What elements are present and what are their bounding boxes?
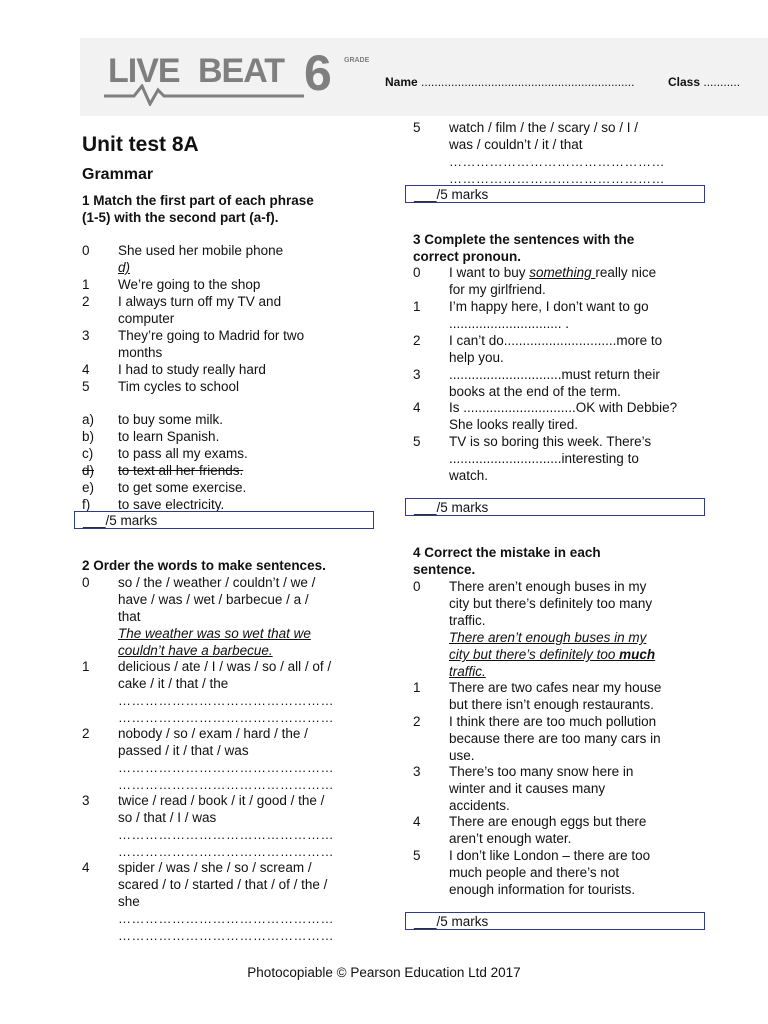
- ex3-marks-box[interactable]: ___/5 marks: [405, 498, 705, 516]
- page-title: Unit test 8A: [82, 133, 199, 156]
- ex3-item-text: [449, 433, 651, 484]
- pronoun-blank[interactable]: ..............................: [503, 333, 617, 348]
- ex3-item-num: 5: [413, 434, 421, 449]
- ex1-option-letter: a): [82, 412, 95, 427]
- text-line: nobody / so / exam / hard / the /: [118, 726, 308, 741]
- ex1-item-num: 3: [82, 328, 90, 343]
- ex1-item-text: She used her mobile phone: [118, 243, 284, 258]
- name-field: [385, 75, 634, 89]
- text-line: There are enough eggs but there: [449, 814, 647, 829]
- ex1-option-letter: e): [82, 480, 95, 495]
- ex1-example-answer: d): [118, 260, 131, 275]
- example-answer-line: traffic.: [449, 664, 486, 679]
- ex1-instruction: [82, 192, 314, 226]
- heartbeat-wave-icon: [104, 84, 304, 106]
- ex1-item-text: We’re going to the shop: [118, 277, 261, 292]
- answer-line[interactable]: …………………………………………: [118, 911, 334, 926]
- text-segment: .: [561, 316, 570, 331]
- ex1-option-text: to learn Spanish.: [118, 429, 220, 444]
- text-line: for my girlfriend.: [449, 282, 546, 297]
- ex1-option-text: to save electricity.: [118, 497, 225, 512]
- pronoun-blank[interactable]: ..............................: [449, 451, 562, 466]
- text-line: TV is so boring this week. There’s: [449, 434, 652, 449]
- ex1-item-num: 2: [82, 294, 90, 309]
- example-answer: something: [529, 265, 596, 280]
- ex4-item-text: [449, 847, 650, 898]
- name-blank: ................................................................: [421, 75, 635, 89]
- text-segment: OK with Debbie?: [575, 400, 678, 415]
- ex2-item-text: [118, 725, 308, 759]
- text-line: [449, 450, 651, 467]
- text-line: They’re going to Madrid for two: [118, 328, 305, 343]
- text-line: There aren’t enough buses in my: [449, 579, 647, 594]
- correction-word: much: [619, 647, 656, 662]
- ex1-option-text: to pass all my exams.: [118, 446, 248, 461]
- text-segment: more to: [616, 333, 663, 348]
- text-line: months: [118, 345, 163, 360]
- ex4-item-text: [449, 813, 646, 847]
- ex2-item-num: 2: [82, 726, 90, 741]
- class-blank: ...........: [703, 75, 741, 89]
- text-segment: city but there’s definitely too: [449, 647, 620, 662]
- ex3-item-text: [449, 399, 677, 433]
- ex2-item-num: 4: [82, 860, 90, 875]
- ex2-item-text: [449, 119, 638, 153]
- ex4-marks-box[interactable]: ___/5 marks: [405, 912, 705, 930]
- text-line: delicious / ate / I / was / so / all / of /: [118, 659, 332, 674]
- text-line: that: [118, 609, 141, 624]
- text-line: spider / was / she / so / scream /: [118, 860, 312, 875]
- text-line: use.: [449, 748, 475, 763]
- ex3-item-text: [449, 298, 649, 332]
- text-line: help you.: [449, 350, 504, 365]
- logo-live-text: LIVE: [108, 52, 180, 90]
- ex4-instruction-line: 4 Correct the mistake in each: [413, 545, 601, 560]
- copyright-footer: Photocopiable © Pearson Education Ltd 2017: [247, 965, 521, 980]
- answer-line[interactable]: …………………………………………: [118, 693, 334, 708]
- answer-line[interactable]: …………………………………………: [449, 171, 665, 186]
- ex2-item-text: [118, 859, 327, 910]
- logo-beat-text: BEAT: [198, 52, 285, 90]
- text-segment: Is: [449, 400, 464, 415]
- ex2-item-num: 5: [413, 120, 421, 135]
- ex4-item-num: 2: [413, 714, 421, 729]
- text-line: books at the end of the term.: [449, 384, 621, 399]
- ex1-item-text: [118, 327, 304, 361]
- text-line: I think there are too much pollution: [449, 714, 657, 729]
- text-line: There are two cafes near my house: [449, 680, 662, 695]
- ex4-item-text: [449, 679, 661, 713]
- ex3-instruction: [413, 231, 634, 265]
- text-line: scared / to / started / that / of / the /: [118, 877, 328, 892]
- ex3-item-num: 2: [413, 333, 421, 348]
- ex4-item-text: [449, 713, 661, 764]
- text-line: cake / it / that / the: [118, 676, 229, 691]
- example-answer-line: There aren’t enough buses in my: [449, 630, 647, 645]
- ex2-item-text: [118, 792, 324, 826]
- text-line: she: [118, 894, 140, 909]
- class-field: [668, 75, 740, 89]
- answer-line[interactable]: …………………………………………: [118, 760, 334, 775]
- ex4-item-text: [449, 763, 633, 814]
- text-segment: I can’t do: [449, 333, 504, 348]
- ex1-option-letter: c): [82, 446, 94, 461]
- class-label: Class: [668, 75, 701, 89]
- ex3-item-num: 4: [413, 400, 421, 415]
- ex3-instruction-line: correct pronoun.: [413, 249, 522, 264]
- text-line: I don’t like London – there are too: [449, 848, 651, 863]
- ex4-item-num: 3: [413, 764, 421, 779]
- text-line: I’m happy here, I don’t want to go: [449, 299, 649, 314]
- ex1-option-text-crossed: to text all her friends.: [118, 463, 244, 478]
- text-line: watch.: [449, 468, 489, 483]
- ex3-item-num: 3: [413, 367, 421, 382]
- text-line: computer: [118, 311, 175, 326]
- text-line: accidents.: [449, 798, 510, 813]
- text-line: traffic.: [449, 613, 486, 628]
- ex2-item-text: [118, 658, 331, 692]
- text-line: so / the / weather / couldn’t / we /: [118, 575, 316, 590]
- text-line: [449, 315, 649, 332]
- ex3-item-num: 1: [413, 299, 421, 314]
- answer-line[interactable]: …………………………………………: [118, 827, 334, 842]
- text-line: city but there’s definitely too many: [449, 596, 653, 611]
- ex1-item-text: Tim cycles to school: [118, 379, 240, 394]
- ex2-item-num: 3: [82, 793, 90, 808]
- ex3-item-text: [449, 264, 656, 298]
- text-line: passed / it / that / was: [118, 743, 249, 758]
- text-line: have / was / wet / barbecue / a /: [118, 592, 309, 607]
- ex1-option-text: to get some exercise.: [118, 480, 247, 495]
- ex1-option-text: to buy some milk.: [118, 412, 224, 427]
- ex3-item-text: [449, 366, 660, 400]
- ex4-item-num: 0: [413, 579, 421, 594]
- text-line: [449, 332, 662, 349]
- text-line: watch / film / the / scary / so / I /: [449, 120, 639, 135]
- pronoun-blank[interactable]: ..............................: [463, 400, 576, 415]
- ex1-instruction-line: 1 Match the first part of each phrase: [82, 193, 314, 208]
- answer-line[interactable]: …………………………………………: [118, 777, 334, 792]
- ex1-item-text: I had to study really hard: [118, 362, 266, 377]
- ex1-option-letter: f): [82, 497, 91, 512]
- text-segment: must return their: [561, 367, 660, 382]
- text-line: enough information for tourists.: [449, 882, 636, 897]
- logo-grade-text: GRADE: [344, 57, 370, 64]
- example-answer-line: The weather was so wet that we: [118, 626, 311, 641]
- ex1-item-text: [118, 293, 281, 327]
- text-line: I always turn off my TV and: [118, 294, 282, 309]
- ex1-instruction-line: (1-5) with the second part (a-f).: [82, 210, 279, 225]
- text-line: winter and it causes many: [449, 781, 606, 796]
- ex4-item-num: 1: [413, 680, 421, 695]
- text-line: much people and there’s not: [449, 865, 620, 880]
- text-segment: interesting to: [561, 451, 639, 466]
- text-line: There’s too many snow here in: [449, 764, 634, 779]
- text-line: [449, 366, 660, 383]
- livebeat-logo: [104, 45, 374, 108]
- ex1-item-num: 1: [82, 277, 90, 292]
- pronoun-blank[interactable]: ..............................: [449, 316, 562, 331]
- answer-line[interactable]: …………………………………………: [449, 154, 665, 169]
- ex2-item-text: [118, 574, 315, 659]
- text-line: so / that / I / was: [118, 810, 217, 825]
- text-line: twice / read / book / it / good / the /: [118, 793, 325, 808]
- ex2-instruction: 2 Order the words to make sentences.: [82, 558, 326, 573]
- text-line: was / couldn’t / it / that: [449, 137, 583, 152]
- text-line: [449, 264, 656, 281]
- answer-line[interactable]: …………………………………………: [118, 710, 334, 725]
- text-line: [449, 399, 677, 416]
- ex1-item-num: 0: [82, 243, 90, 258]
- text-segment: I want to buy: [449, 265, 530, 280]
- ex4-instruction-line: sentence.: [413, 562, 476, 577]
- text-line: but there isn’t enough restaurants.: [449, 697, 654, 712]
- ex3-item-text: [449, 332, 662, 366]
- ex4-instruction: [413, 544, 601, 578]
- ex1-marks-box[interactable]: ___/5 marks: [74, 511, 374, 529]
- name-label: Name: [385, 75, 418, 89]
- answer-line[interactable]: …………………………………………: [118, 928, 334, 943]
- text-line: because there are too many cars in: [449, 731, 661, 746]
- example-answer-line: couldn’t have a barbecue.: [118, 643, 273, 658]
- answer-line[interactable]: …………………………………………: [118, 844, 334, 859]
- ex3-instruction-line: 3 Complete the sentences with the: [413, 232, 635, 247]
- example-answer-line: [449, 646, 655, 663]
- ex1-item-num: 4: [82, 362, 90, 377]
- ex4-item-text: [449, 578, 655, 680]
- ex4-item-num: 5: [413, 848, 421, 863]
- ex1-item-num: 5: [82, 379, 90, 394]
- ex1-option-letter: b): [82, 429, 95, 444]
- ex1-option-letter-crossed: d): [82, 463, 95, 478]
- logo-six-text: 6: [304, 45, 332, 101]
- text-segment: really nice: [595, 265, 657, 280]
- ex4-item-num: 4: [413, 814, 421, 829]
- ex2-item-num: 0: [82, 575, 90, 590]
- pronoun-blank[interactable]: ..............................: [449, 367, 562, 382]
- text-line: aren’t enough water.: [449, 831, 572, 846]
- ex3-item-num: 0: [413, 265, 421, 280]
- text-line: She looks really tired.: [449, 417, 579, 432]
- ex2-marks-box[interactable]: ___/5 marks: [405, 185, 705, 203]
- ex2-item-num: 1: [82, 659, 90, 674]
- section-title: Grammar: [82, 166, 154, 183]
